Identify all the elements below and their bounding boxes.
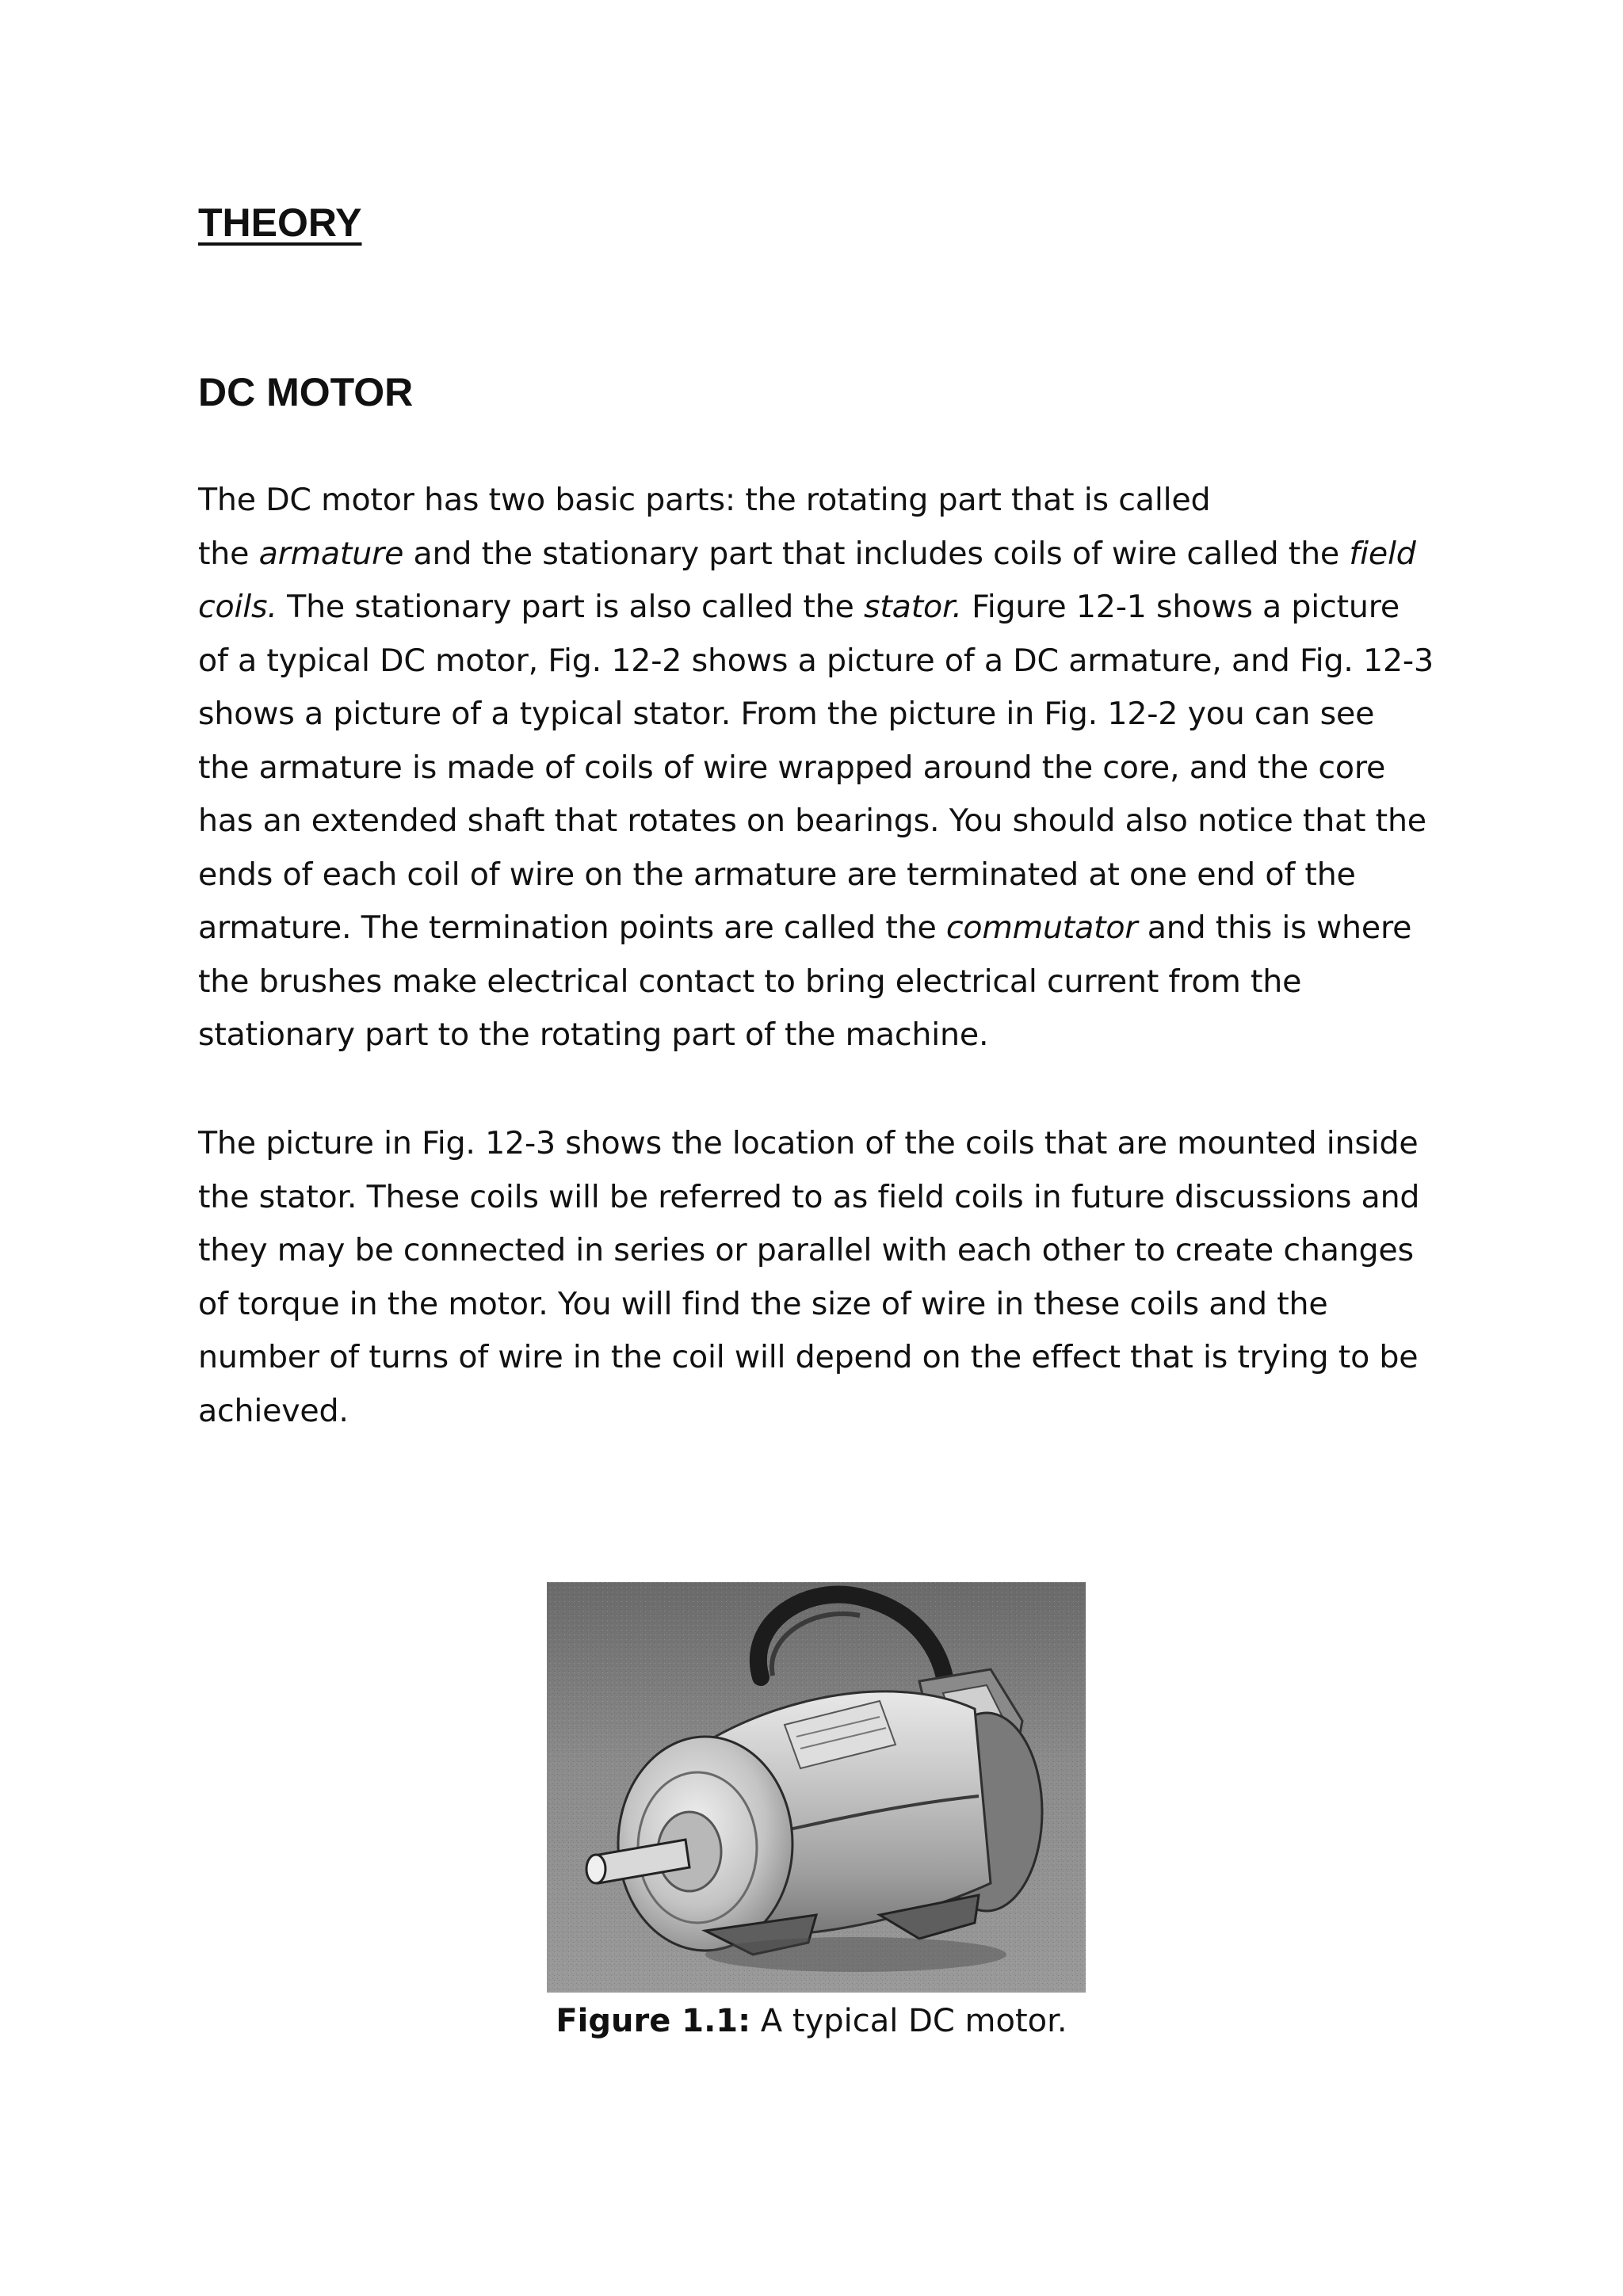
term-stator: stator. <box>864 589 962 625</box>
text-line: of torque in the motor. You will find the size of wire in these coils and the <box>198 1285 1328 1322</box>
text-line: stationary part to the rotating part of the machine. <box>198 1016 989 1053</box>
paragraph-field-coils <box>198 1117 1434 1438</box>
paragraph-dc-motor-parts <box>198 474 1434 1062</box>
text-line: number of turns of wire in the coil will depend on the effect that is trying to be <box>198 1339 1419 1375</box>
text-line: the brushes make electrical contact to bring electrical current from the <box>198 963 1302 1000</box>
text-run: and this is where <box>1137 910 1412 946</box>
text-line: the armature is made of coils of wire wrapped around the core, and the core <box>198 749 1386 786</box>
text-line: achieved. <box>198 1392 349 1429</box>
dc-motor-heading: DC MOTOR <box>198 370 414 414</box>
figure-caption <box>0 1995 1623 2048</box>
text-run: armature. The termination points are called the <box>198 910 946 946</box>
text-line: ends of each coil of wire on the armature are terminated at one end of the <box>198 856 1356 893</box>
figure-label: Figure 1.1: <box>556 2003 751 2039</box>
dc-motor-image <box>547 1582 1086 1993</box>
text-line: The picture in Fig. 12-3 shows the location of the coils that are mounted inside <box>198 1125 1419 1161</box>
text-line <box>198 902 1434 955</box>
text-line: they may be connected in series or parallel with each other to create changes <box>198 1232 1414 1268</box>
text-run: the <box>198 535 259 572</box>
term-armature: armature <box>258 535 404 572</box>
text-line <box>198 581 1434 635</box>
dc-motor-photo <box>547 1582 1086 1993</box>
text-line: the stator. These coils will be referred to as field coils in future discussions and <box>198 1178 1420 1215</box>
text-line: shows a picture of a typical stator. From the picture in Fig. 12-2 you can see <box>198 696 1375 732</box>
figure-caption-text: A typical DC motor. <box>750 2003 1067 2039</box>
theory-heading: THEORY <box>198 200 362 245</box>
term-coils: coils. <box>198 589 277 625</box>
text-line: has an extended shaft that rotates on bearings. You should also notice that the <box>198 803 1426 839</box>
text-line <box>198 528 1434 582</box>
text-run: and the stationary part that includes coils of wire called the <box>403 535 1350 572</box>
term-commutator: commutator <box>945 910 1138 946</box>
text-line: of a typical DC motor, Fig. 12-2 shows a picture of a DC armature, and Fig. 12-3 <box>198 642 1434 679</box>
text-line: The DC motor has two basic parts: the rotating part that is called <box>198 482 1211 518</box>
term-field: field <box>1349 535 1416 572</box>
text-run: The stationary part is also called the <box>277 589 865 625</box>
text-run: Figure 12-1 shows a picture <box>961 589 1400 625</box>
